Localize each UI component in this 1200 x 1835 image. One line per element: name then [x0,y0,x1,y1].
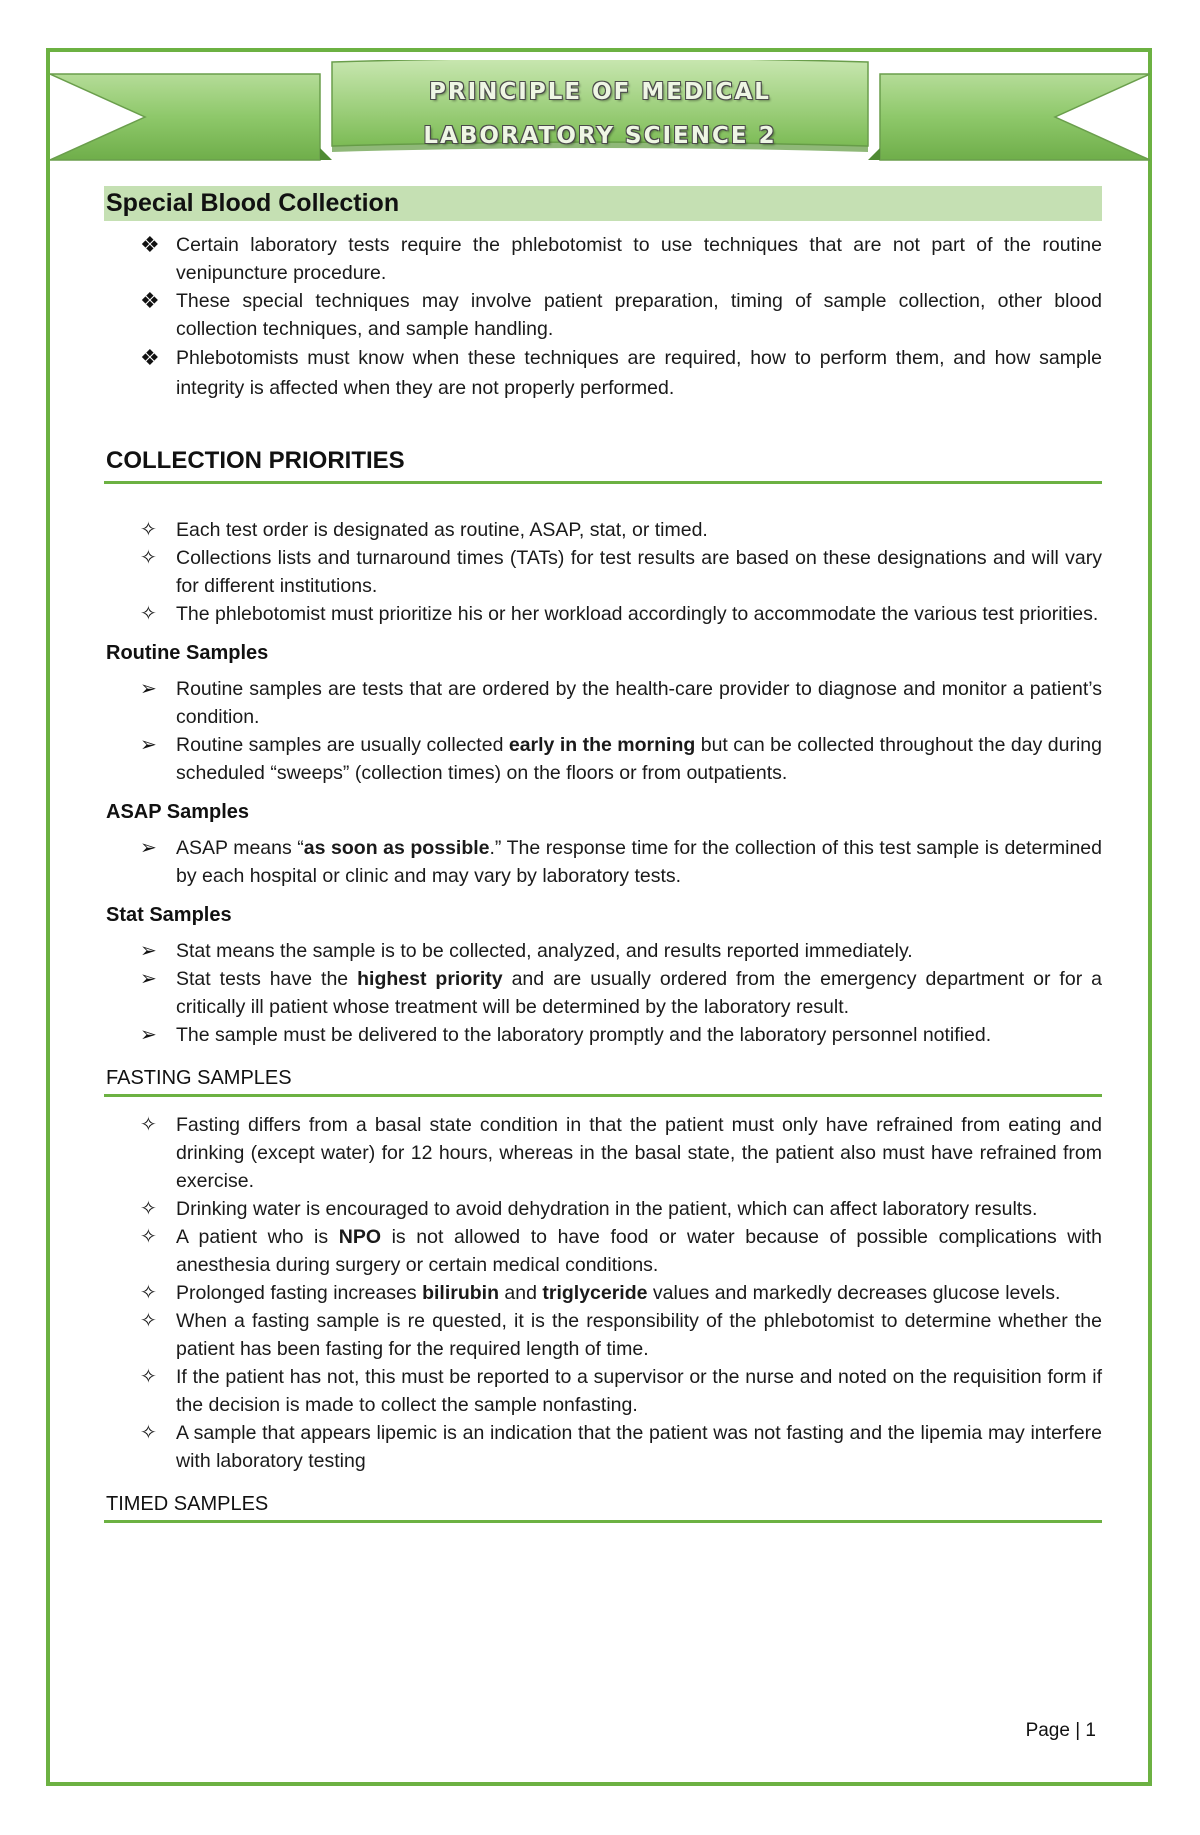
list-item: ❖ Certain laboratory tests require the phlebotomist to use techniques that are not part of the routine venipuncture procedure. [140,232,1102,284]
arrow-bullet-icon: ➢ [140,678,157,700]
page-number: Page | 1 [1025,1720,1096,1741]
asap-samples-heading: ASAP Samples [106,801,250,823]
diamond-outline-bullet-icon: ✧ [140,1198,157,1220]
list-item: ➢ Routine samples are usually collected early in the morning but can be collected throughout the day during scheduled “sweeps” (collection times) on the floors or from outpatients. [104,731,1102,787]
diamond-outline-bullet-icon: ✧ [140,1310,157,1332]
diamond-outline-bullet-icon: ✧ [140,1114,157,1136]
banner-title-line1: PRINCIPLE OF MEDICAL [429,79,771,105]
routine-samples-heading: Routine Samples [106,642,269,664]
diamond-outline-bullet-icon: ✧ [140,1422,157,1444]
special-blood-collection-heading: Special Blood Collection [104,186,1102,221]
document-body [104,186,1102,1537]
stat-samples-list [104,937,1102,1049]
diamond-bullet-icon: ❖ [140,345,160,370]
list-item: ✧ When a fasting sample is re quested, it is the responsibility of the phlebotomist to determine whether the patient has been fasting for the required length of time. [104,1307,1102,1363]
collection-priorities-list [104,516,1102,628]
list-item: ➢ Routine samples are tests that are ordered by the health-care provider to diagnose and monitor a patient’s condition. [104,675,1102,731]
list-item: ✧ Fasting differs from a basal state condition in that the patient must only have refrained from eating and drinking (except water) for 12 hours, whereas in the basal state, the patient also must have refrained from exercise. [104,1111,1102,1195]
banner-right-tail [880,74,1150,160]
fasting-samples-heading: FASTING SAMPLES [104,1061,1102,1097]
asap-samples-list [104,834,1102,890]
list-item: ✧ Each test order is designated as routine, ASAP, stat, or timed. [104,516,1102,544]
diamond-bullet-icon: ❖ [140,288,160,313]
list-item: ➢ Stat tests have the highest priority and are usually ordered from the emergency department or for a critically ill patient whose treatment will be determined by the laboratory result. [104,965,1102,1021]
list-item: ➢ The sample must be delivered to the laboratory promptly and the laboratory personnel notified. [104,1021,1102,1049]
list-item: ✧ A sample that appears lipemic is an indication that the patient was not fasting and the lipemia may interfere with laboratory testing [104,1419,1102,1475]
diamond-outline-bullet-icon: ✧ [140,603,157,625]
list-item: ✧ If the patient has not, this must be reported to a supervisor or the nurse and noted on the requisition form if the decision is made to collect the sample nonfasting. [104,1363,1102,1419]
diamond-outline-bullet-icon: ✧ [140,547,157,569]
list-item: ➢ Stat means the sample is to be collected, analyzed, and results reported immediately. [104,937,1102,965]
collection-priorities-heading: COLLECTION PRIORITIES [104,441,1102,484]
list-item: ✧ A patient who is NPO is not allowed to have food or water because of possible complications with anesthesia during surgery or certain medical conditions. [104,1223,1102,1279]
diamond-bullet-icon: ❖ [140,232,160,257]
list-item: ❖ These special techniques may involve patient preparation, timing of sample collection, other blood collection techniques, and sample handling. [140,288,1102,340]
arrow-bullet-icon: ➢ [140,940,157,962]
stat-samples-heading: Stat Samples [106,904,232,926]
list-item: ➢ ASAP means “as soon as possible.” The response time for the collection of this test sample is determined by each hospital or clinic and may vary by laboratory tests. [104,834,1102,890]
list-item: ✧ Collections lists and turnaround times (TATs) for test results are based on these designations and will vary for different institutions. [104,544,1102,600]
routine-samples-list [104,675,1102,787]
list-item: ✧ Drinking water is encouraged to avoid dehydration in the patient, which can affect laboratory results. [104,1195,1102,1223]
intro-list [104,231,1102,403]
diamond-outline-bullet-icon: ✧ [140,1366,157,1388]
timed-samples-heading: TIMED SAMPLES [104,1487,1102,1523]
arrow-bullet-icon: ➢ [140,1024,157,1046]
list-item: ✧ Prolonged fasting increases bilirubin and triglyceride values and markedly decreases glucose levels. [104,1279,1102,1307]
banner-title [330,70,870,158]
arrow-bullet-icon: ➢ [140,734,157,756]
diamond-outline-bullet-icon: ✧ [140,1226,157,1248]
list-item: ✧ The phlebotomist must prioritize his or her workload accordingly to accommodate the various test priorities. [104,600,1102,628]
fasting-samples-list [104,1111,1102,1475]
list-item: ❖ Phlebotomists must know when these techniques are required, how to perform them, and how sample integrity is affected when they are not properly performed. [140,345,1102,399]
banner-left-tail [50,74,320,160]
banner-title-line2: LABORATORY SCIENCE 2 [423,123,777,149]
diamond-outline-bullet-icon: ✧ [140,519,157,541]
arrow-bullet-icon: ➢ [140,837,157,859]
arrow-bullet-icon: ➢ [140,968,157,990]
diamond-outline-bullet-icon: ✧ [140,1282,157,1304]
